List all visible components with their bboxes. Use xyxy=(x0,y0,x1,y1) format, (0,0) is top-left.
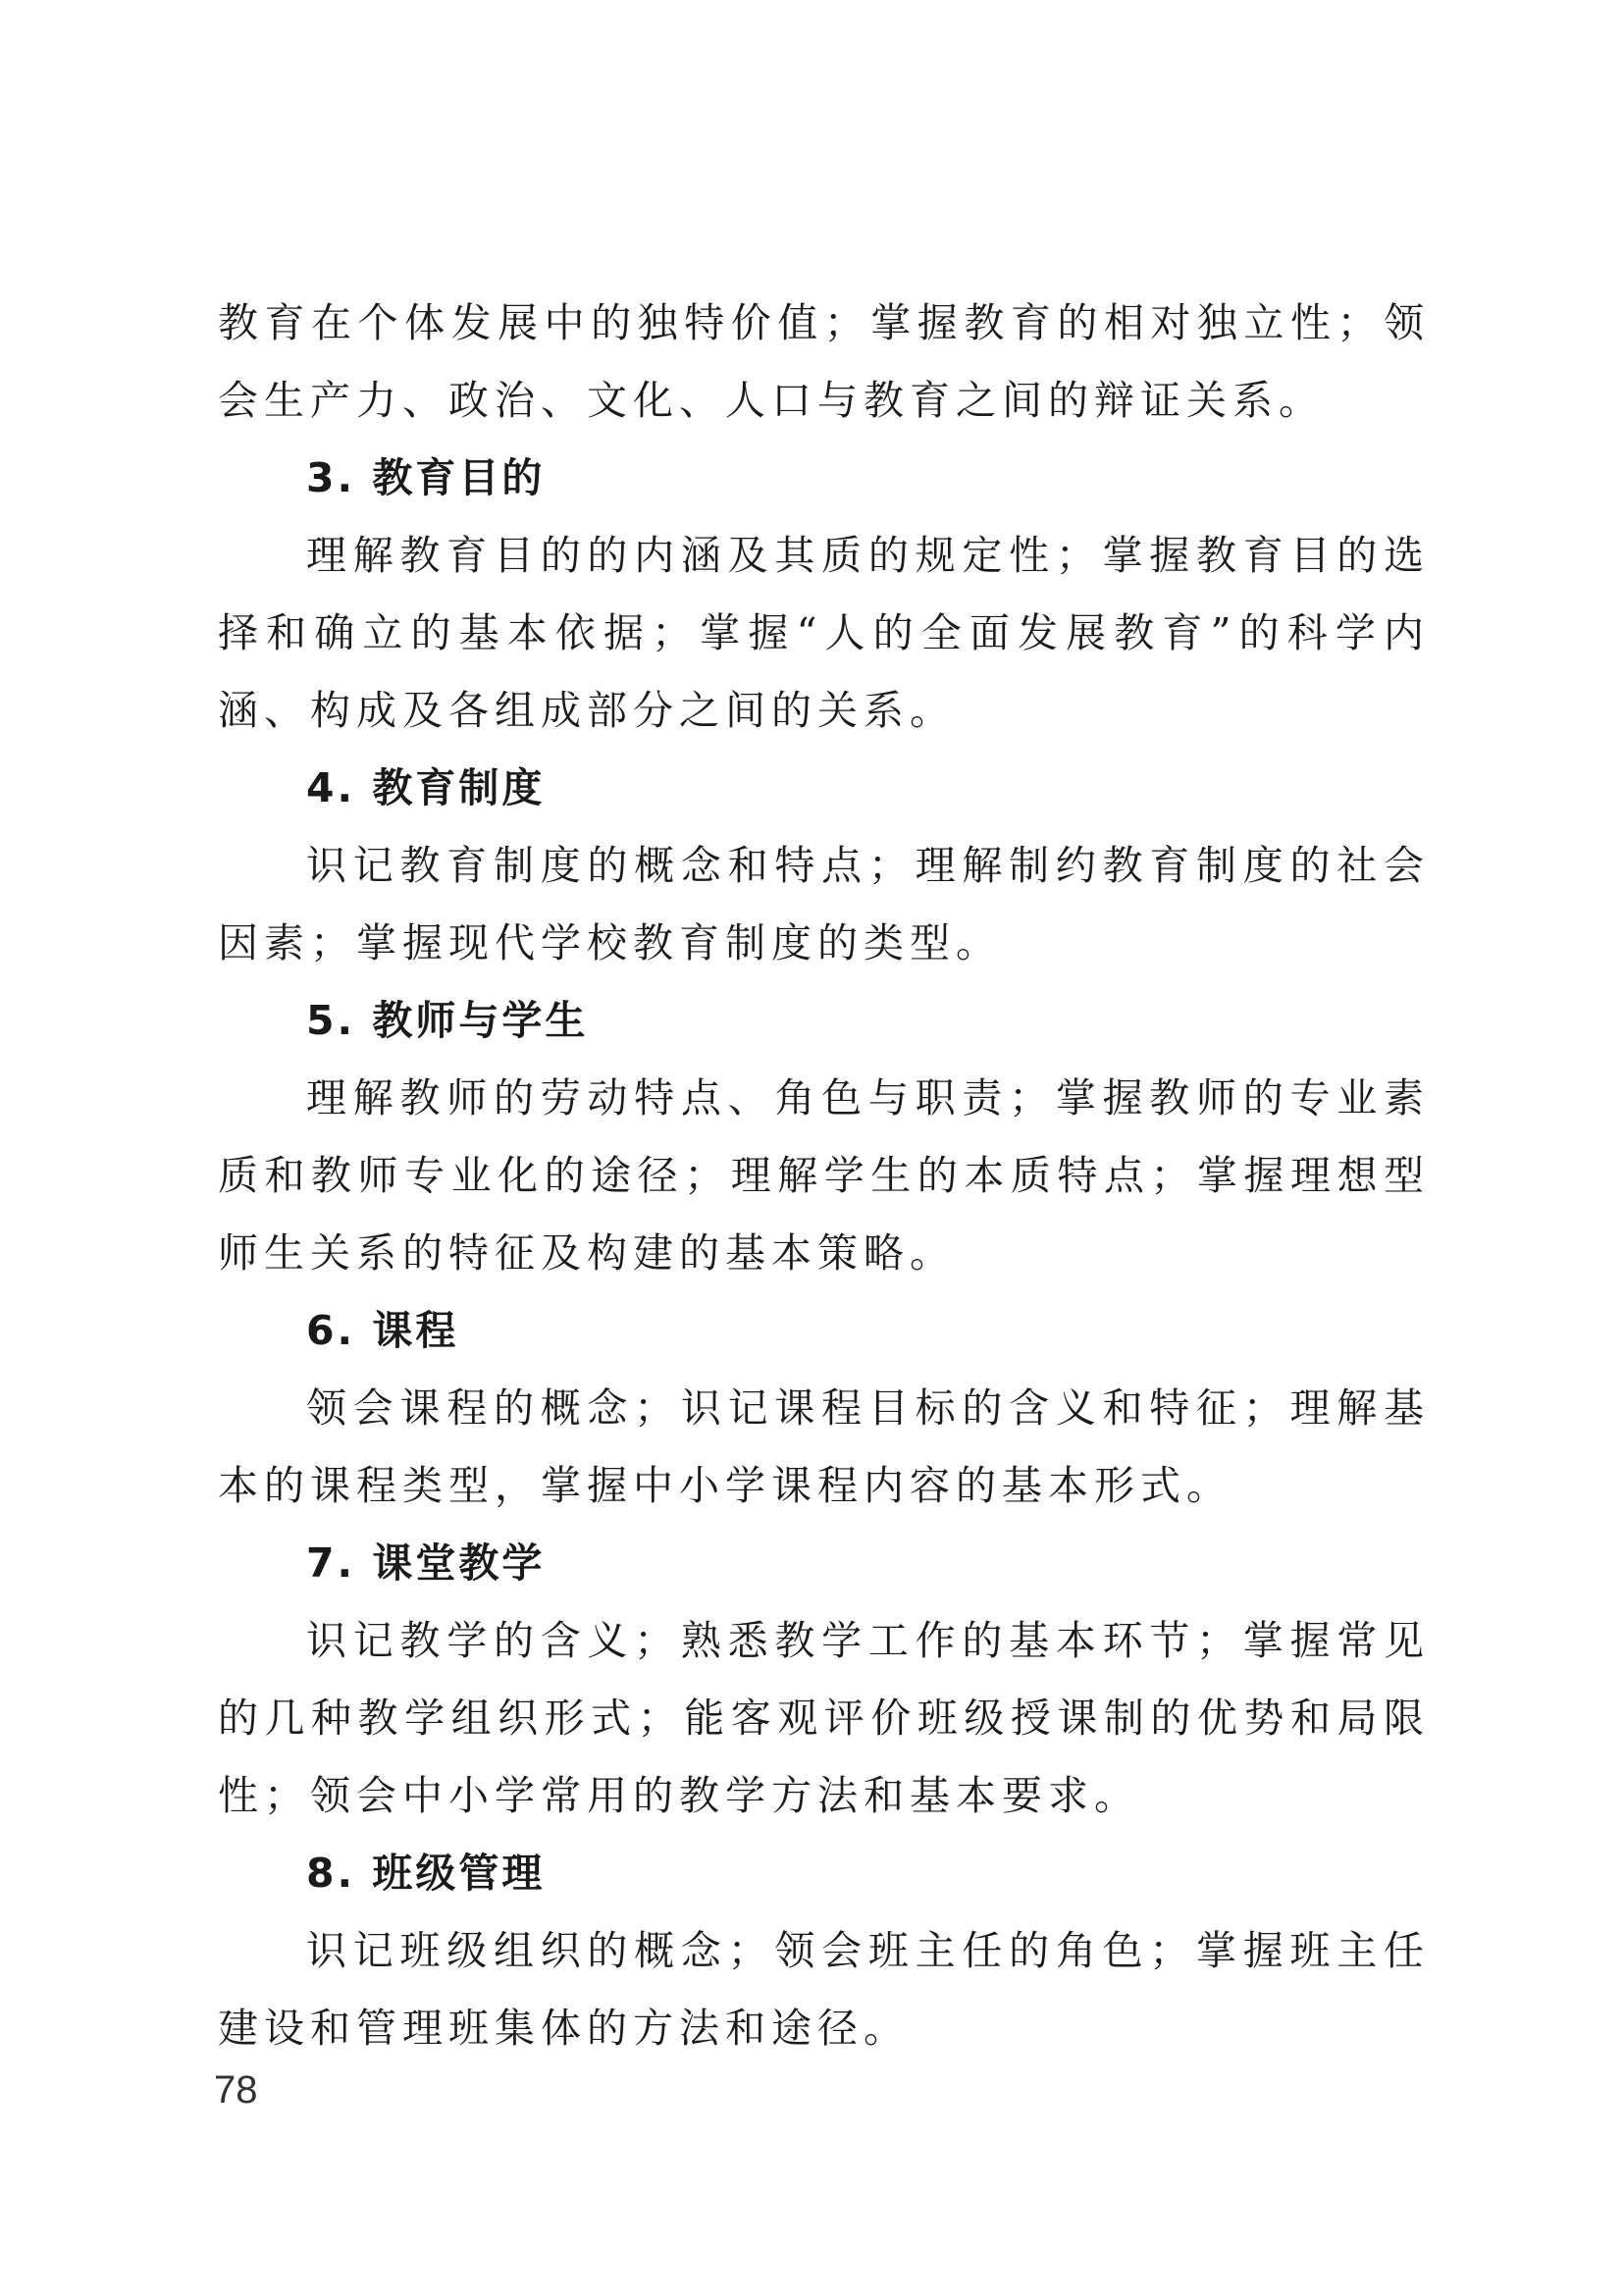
section-heading-5: 5. 教师与学生 xyxy=(306,997,589,1044)
section-body-8: 识记班级组织的概念；领会班主任的角色；掌握班主任建设和管理班集体的方法和途径。 xyxy=(218,1927,1430,2052)
section-body-7: 识记教学的含义；熟悉教学工作的基本环节；掌握常见的几种教学组织形式；能客观评价班级授课制的优势和局限性；领会中小学常用的教学方法和基本要求。 xyxy=(218,1617,1430,1819)
section-body-3: 理解教育目的的内涵及其质的规定性；掌握教育目的选择和确立的基本依据；掌握“人的全面发展教育”的科学内涵、构成及各组成部分之间的关系。 xyxy=(218,532,1430,734)
section-heading-8: 8. 班级管理 xyxy=(306,1850,546,1897)
section-heading-4: 4. 教育制度 xyxy=(306,764,546,811)
section-heading-3: 3. 教育目的 xyxy=(306,454,546,501)
page-content xyxy=(218,285,1430,2067)
section-body-6: 领会课程的概念；识记课程目标的含义和特征；理解基本的课程类型，掌握中小学课程内容的基本形式。 xyxy=(218,1384,1430,1509)
section-heading-7: 7. 课堂教学 xyxy=(306,1539,546,1587)
section-heading-6: 6. 课程 xyxy=(306,1307,459,1354)
section-body-4: 识记教育制度的概念和特点；理解制约教育制度的社会因素；掌握现代学校教育制度的类型。 xyxy=(218,842,1430,966)
intro-paragraph: 教育在个体发展中的独特价值；掌握教育的相对独立性；领会生产力、政治、文化、人口与教育之间的辩证关系。 xyxy=(218,299,1430,424)
page-number: 78 xyxy=(214,2068,258,2112)
section-body-5: 理解教师的劳动特点、角色与职责；掌握教师的专业素质和教师专业化的途径；理解学生的本质特点；掌握理想型师生关系的特征及构建的基本策略。 xyxy=(218,1074,1430,1277)
